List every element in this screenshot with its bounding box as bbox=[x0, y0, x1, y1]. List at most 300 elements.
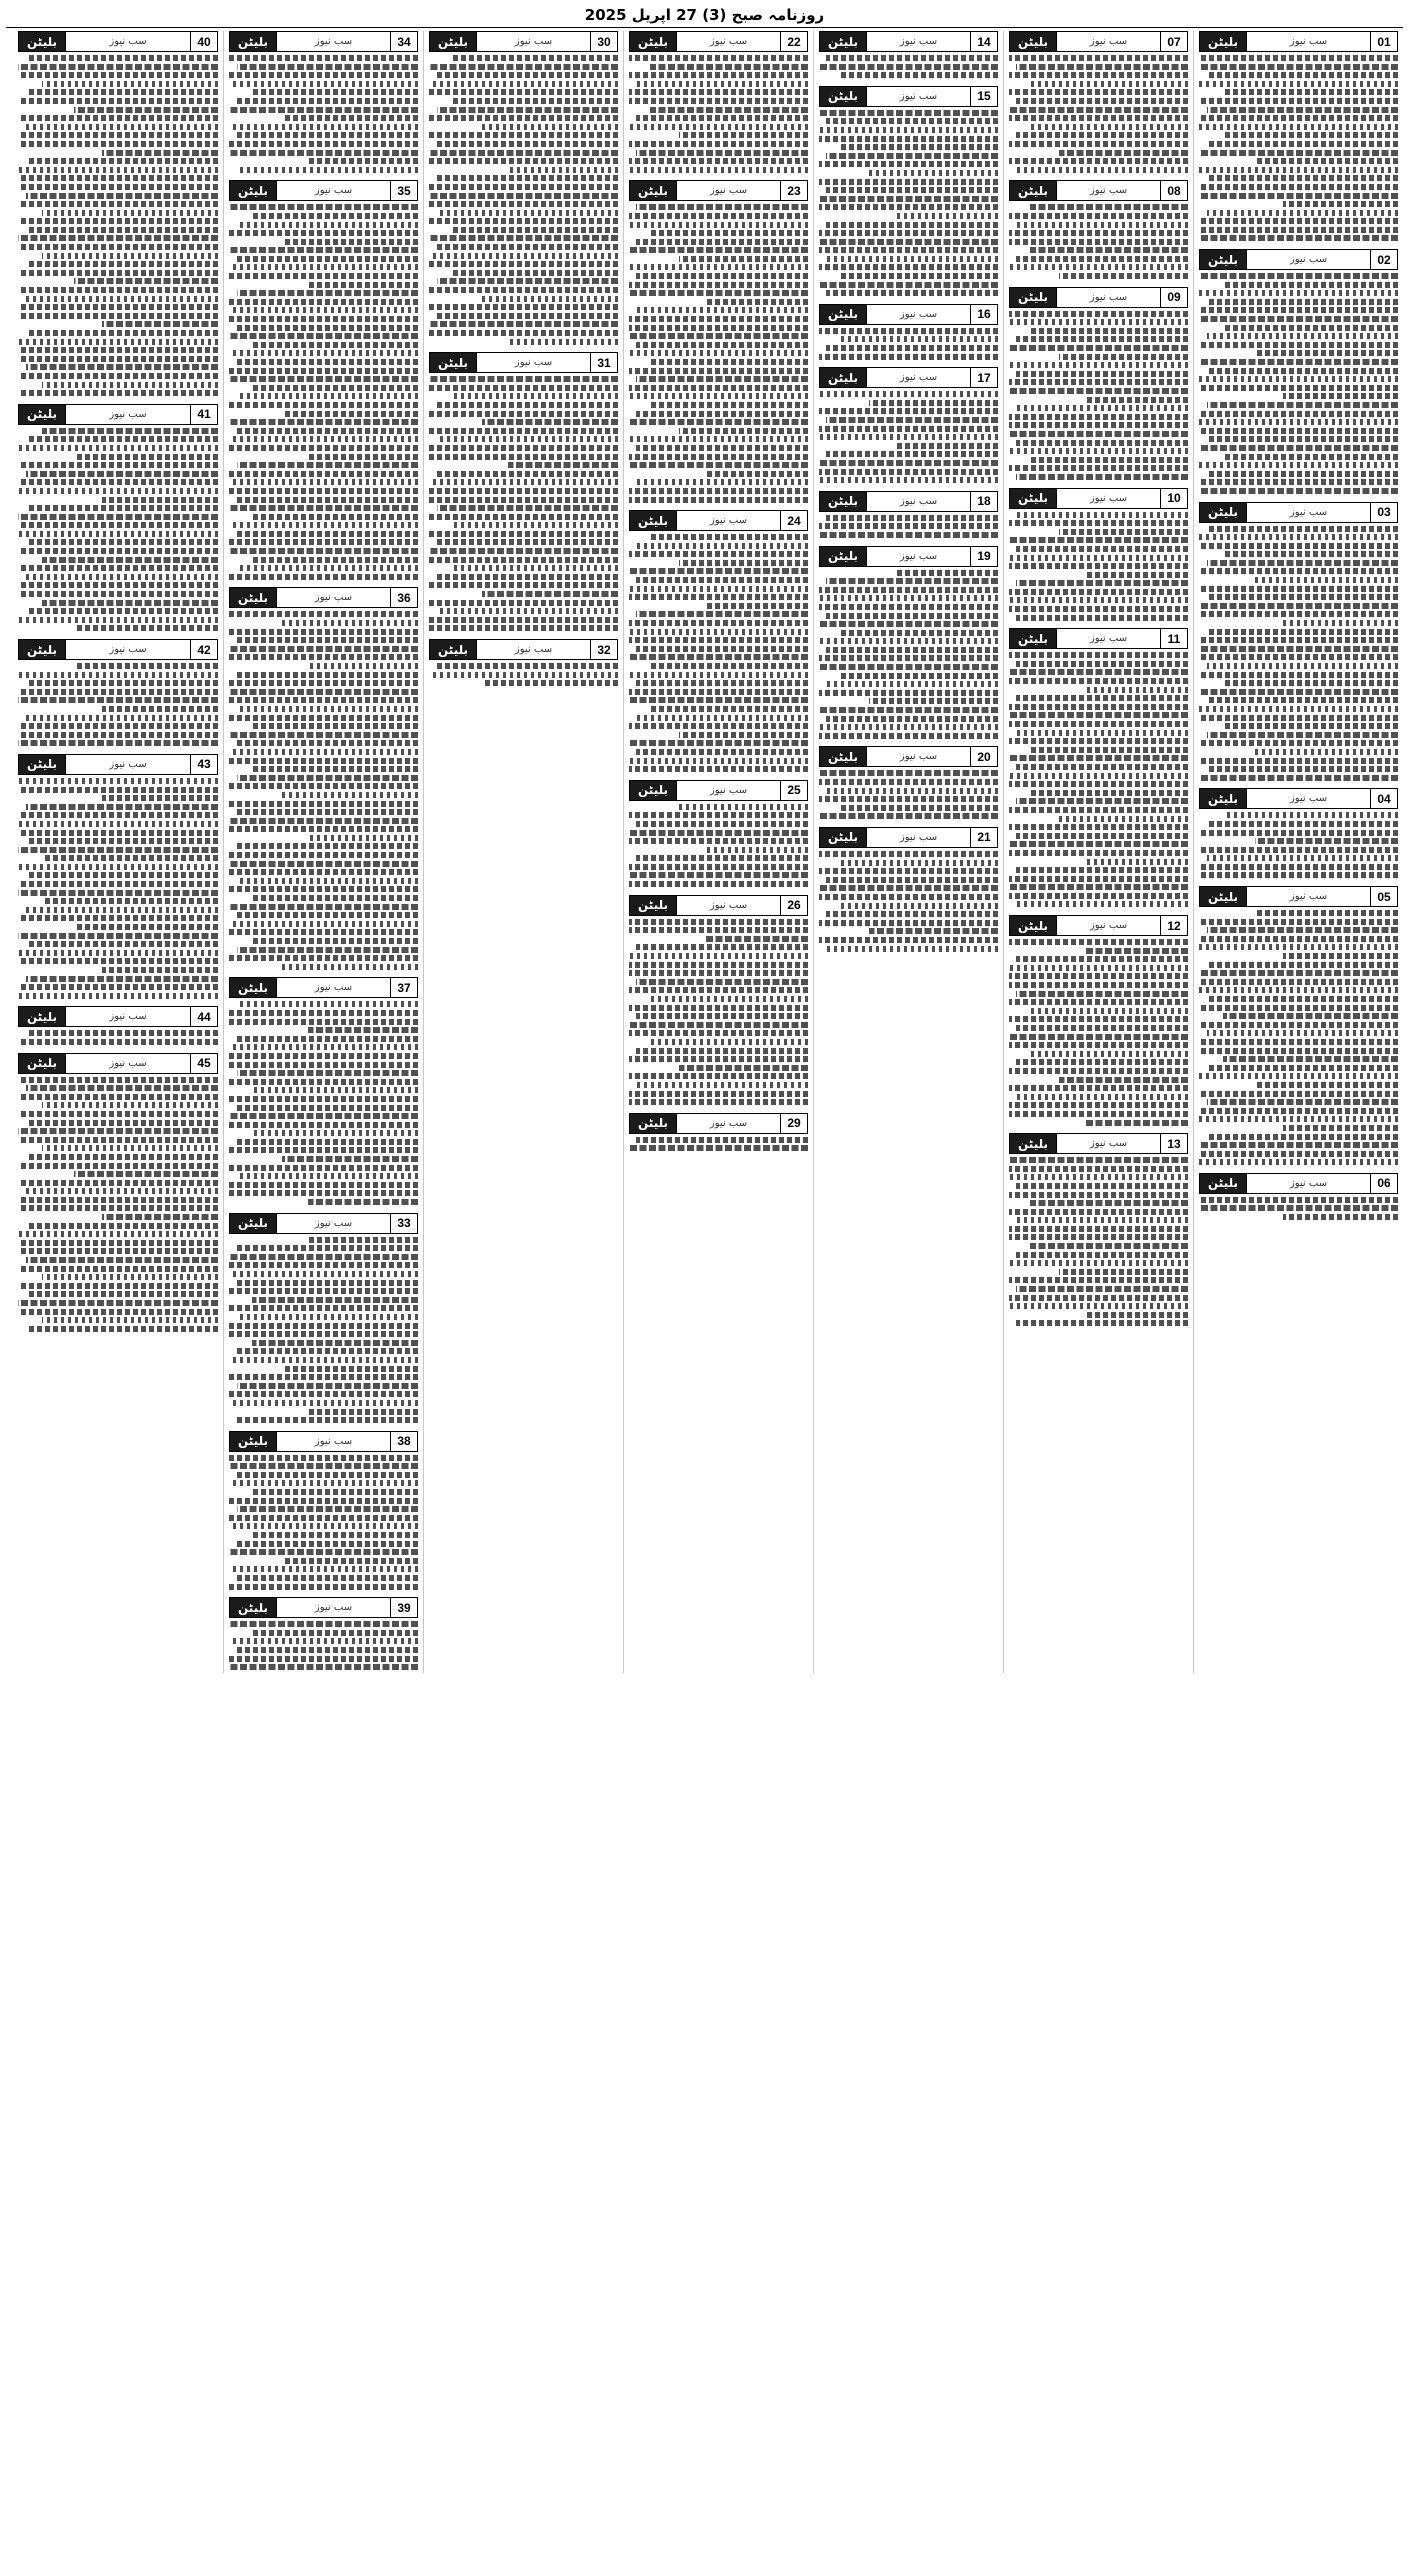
article-kicker: سب نیوز bbox=[314, 592, 353, 604]
article-header-09[interactable] bbox=[1009, 287, 1188, 308]
text-line bbox=[437, 471, 618, 477]
text-line bbox=[229, 749, 418, 755]
article-body bbox=[819, 570, 998, 739]
text-line bbox=[819, 282, 998, 288]
text-line bbox=[237, 1541, 418, 1547]
text-line bbox=[26, 715, 218, 721]
text-line bbox=[429, 479, 618, 485]
text-line bbox=[482, 419, 618, 425]
text-line bbox=[308, 1409, 418, 1415]
article-body bbox=[819, 55, 998, 78]
bulletin-logo-icon: بلیٹن bbox=[230, 978, 277, 997]
text-line bbox=[826, 946, 998, 952]
article-04[interactable] bbox=[1199, 788, 1398, 881]
text-line bbox=[629, 497, 808, 503]
article-header-34[interactable] bbox=[229, 31, 418, 52]
article-43[interactable] bbox=[18, 754, 218, 1001]
text-line bbox=[1207, 526, 1398, 532]
text-line bbox=[26, 1291, 218, 1297]
article-number: 05 bbox=[1370, 887, 1397, 906]
text-line bbox=[636, 646, 808, 652]
text-line bbox=[18, 235, 218, 241]
text-line bbox=[18, 1180, 218, 1186]
article-kicker: سب نیوز bbox=[899, 372, 938, 384]
text-line bbox=[429, 582, 618, 588]
text-line bbox=[18, 821, 218, 827]
text-line bbox=[229, 1374, 418, 1380]
article-header-13[interactable] bbox=[1009, 1133, 1188, 1154]
text-line bbox=[1199, 740, 1398, 746]
text-line bbox=[629, 723, 808, 729]
article-11[interactable] bbox=[1009, 628, 1188, 910]
masthead-title: روزنامہ صبح (3) 27 اپریل 2025 bbox=[584, 6, 825, 24]
article-03[interactable] bbox=[1199, 502, 1398, 784]
article-header-19[interactable] bbox=[819, 546, 998, 567]
article-33[interactable] bbox=[229, 1213, 418, 1426]
text-line bbox=[229, 1062, 418, 1068]
article-06[interactable] bbox=[1199, 1173, 1398, 1223]
text-line bbox=[819, 523, 998, 529]
text-line bbox=[229, 1455, 418, 1461]
text-line bbox=[704, 471, 808, 477]
bulletin-logo-icon: بلیٹن bbox=[820, 32, 867, 51]
article-05[interactable] bbox=[1199, 886, 1398, 1168]
text-line bbox=[102, 1214, 218, 1220]
text-line bbox=[1199, 55, 1398, 61]
text-line bbox=[429, 617, 618, 623]
article-header-30[interactable] bbox=[429, 31, 618, 52]
text-line bbox=[18, 201, 218, 207]
text-line bbox=[18, 390, 218, 396]
article-16[interactable] bbox=[819, 304, 998, 362]
text-line bbox=[1009, 1303, 1188, 1309]
text-line bbox=[1009, 213, 1188, 219]
text-line bbox=[237, 393, 418, 399]
bulletin-logo-icon: بلیٹن bbox=[820, 87, 867, 106]
text-line bbox=[629, 1005, 808, 1011]
text-line bbox=[1199, 342, 1398, 348]
article-header-05[interactable] bbox=[1199, 886, 1398, 907]
bulletin-logo-icon: بلیٹن bbox=[19, 1054, 66, 1073]
text-line bbox=[1009, 1166, 1188, 1172]
text-line bbox=[1199, 124, 1398, 130]
text-line bbox=[18, 373, 218, 379]
text-line bbox=[18, 1039, 218, 1045]
article-header-21[interactable] bbox=[819, 827, 998, 848]
text-line bbox=[1199, 445, 1398, 451]
article-header-44[interactable] bbox=[18, 1006, 218, 1027]
article-25[interactable] bbox=[629, 780, 808, 890]
text-line bbox=[229, 861, 418, 867]
text-line bbox=[1009, 1295, 1188, 1301]
text-line bbox=[1009, 362, 1188, 368]
article-12[interactable] bbox=[1009, 915, 1188, 1128]
text-line bbox=[1009, 721, 1188, 727]
article-36[interactable] bbox=[229, 587, 418, 972]
text-line bbox=[237, 1647, 418, 1653]
article-header-01[interactable] bbox=[1199, 31, 1398, 52]
text-line bbox=[704, 603, 808, 609]
article-30[interactable] bbox=[429, 31, 618, 347]
text-line bbox=[18, 347, 218, 353]
text-line bbox=[1207, 175, 1398, 181]
article-18[interactable] bbox=[819, 491, 998, 541]
article-header-16[interactable] bbox=[819, 304, 998, 325]
article-header-20[interactable] bbox=[819, 746, 998, 767]
text-line bbox=[819, 655, 998, 661]
article-body bbox=[629, 1137, 808, 1152]
article-31[interactable] bbox=[429, 352, 618, 634]
text-line bbox=[826, 681, 998, 687]
article-header-37[interactable] bbox=[229, 977, 418, 998]
text-line bbox=[826, 187, 998, 193]
text-line bbox=[1199, 1048, 1398, 1054]
text-line bbox=[229, 1288, 418, 1294]
text-line bbox=[437, 313, 618, 319]
text-line bbox=[18, 890, 218, 896]
article-15[interactable] bbox=[819, 86, 998, 299]
text-line bbox=[429, 376, 618, 382]
article-header-23[interactable] bbox=[629, 180, 808, 201]
article-29[interactable] bbox=[629, 1113, 808, 1154]
article-header-06[interactable] bbox=[1199, 1173, 1398, 1194]
text-line bbox=[819, 868, 998, 874]
article-kicker: سب نیوز bbox=[1289, 891, 1328, 903]
text-line bbox=[237, 809, 418, 815]
text-line bbox=[1207, 210, 1398, 216]
text-line bbox=[18, 732, 218, 738]
text-line bbox=[429, 89, 618, 95]
text-line bbox=[1199, 1142, 1398, 1148]
article-14[interactable] bbox=[819, 31, 998, 81]
article-34[interactable] bbox=[229, 31, 418, 175]
article-body bbox=[229, 1237, 418, 1423]
article-24[interactable] bbox=[629, 510, 808, 775]
text-line bbox=[629, 568, 808, 574]
article-kicker: سب نیوز bbox=[1089, 185, 1128, 197]
text-line bbox=[1016, 371, 1188, 377]
text-line bbox=[819, 779, 998, 785]
text-line bbox=[1199, 872, 1398, 878]
article-37[interactable] bbox=[229, 977, 418, 1207]
article-21[interactable] bbox=[819, 827, 998, 954]
text-line bbox=[229, 81, 418, 87]
text-line bbox=[1059, 354, 1188, 360]
article-header-22[interactable] bbox=[629, 31, 808, 52]
text-line bbox=[1009, 939, 1188, 945]
text-line bbox=[18, 1137, 218, 1143]
article-20[interactable] bbox=[819, 746, 998, 822]
text-line bbox=[229, 1523, 418, 1529]
text-line bbox=[229, 1165, 418, 1171]
text-line bbox=[229, 124, 418, 130]
text-line bbox=[237, 325, 418, 331]
text-line bbox=[229, 929, 418, 935]
text-line bbox=[229, 1463, 418, 1469]
article-header-35[interactable] bbox=[229, 180, 418, 201]
text-line bbox=[229, 107, 418, 113]
article-header-32[interactable] bbox=[429, 639, 618, 660]
article-kicker: سب نیوز bbox=[709, 36, 748, 47]
article-number: 08 bbox=[1160, 181, 1187, 200]
article-kicker: سب نیوز bbox=[1289, 793, 1328, 805]
text-line bbox=[252, 342, 418, 348]
text-line bbox=[42, 253, 218, 259]
article-header-02[interactable] bbox=[1199, 249, 1398, 270]
article-header-38[interactable] bbox=[229, 1431, 418, 1452]
text-line bbox=[1199, 611, 1398, 617]
text-line bbox=[636, 81, 808, 87]
text-line bbox=[1009, 55, 1188, 61]
text-line bbox=[629, 222, 808, 228]
text-line bbox=[308, 454, 418, 460]
article-header-36[interactable] bbox=[229, 587, 418, 608]
text-line bbox=[42, 855, 218, 861]
bulletin-logo-icon: بلیٹن bbox=[630, 32, 677, 51]
text-line bbox=[1255, 838, 1398, 844]
text-line bbox=[229, 732, 418, 738]
text-line bbox=[429, 514, 618, 520]
article-body bbox=[1199, 273, 1398, 494]
article-header-15[interactable] bbox=[819, 86, 998, 107]
text-line bbox=[1207, 594, 1398, 600]
text-line bbox=[1009, 738, 1188, 744]
article-kicker: سب نیوز bbox=[514, 357, 553, 369]
article-26[interactable] bbox=[629, 895, 808, 1108]
article-header-03[interactable] bbox=[1199, 502, 1398, 523]
text-line bbox=[18, 339, 218, 345]
text-line bbox=[508, 167, 618, 173]
text-line bbox=[819, 230, 998, 236]
text-line bbox=[229, 539, 418, 545]
text-line bbox=[1207, 72, 1398, 78]
article-45[interactable] bbox=[18, 1053, 218, 1335]
text-line bbox=[819, 707, 998, 713]
text-line bbox=[26, 436, 218, 442]
article-32[interactable] bbox=[429, 639, 618, 689]
text-line bbox=[629, 766, 808, 772]
text-line bbox=[229, 445, 418, 451]
article-header-17[interactable] bbox=[819, 367, 998, 388]
text-line bbox=[229, 1549, 418, 1555]
bulletin-logo-icon: بلیٹن bbox=[1010, 32, 1057, 51]
text-line bbox=[102, 150, 218, 156]
bulletin-logo-icon: بلیٹن bbox=[430, 32, 477, 51]
text-line bbox=[429, 261, 618, 267]
text-line bbox=[1016, 764, 1188, 770]
text-line bbox=[229, 1656, 418, 1662]
text-line bbox=[869, 170, 998, 176]
text-line bbox=[229, 1621, 418, 1627]
article-header-24[interactable] bbox=[629, 510, 808, 531]
article-09[interactable] bbox=[1009, 287, 1188, 483]
article-kicker: سب نیوز bbox=[1089, 920, 1128, 932]
text-line bbox=[819, 621, 998, 627]
text-line bbox=[629, 830, 808, 836]
article-body bbox=[229, 55, 418, 173]
article-39[interactable] bbox=[229, 1597, 418, 1673]
article-header-39[interactable] bbox=[229, 1597, 418, 1618]
text-line bbox=[1009, 89, 1188, 95]
article-header-40[interactable] bbox=[18, 31, 218, 52]
text-line bbox=[1199, 64, 1398, 70]
article-body bbox=[1009, 652, 1188, 907]
article-44[interactable] bbox=[18, 1006, 218, 1047]
text-line bbox=[1009, 678, 1188, 684]
text-line bbox=[1009, 319, 1188, 325]
bulletin-logo-icon: بلیٹن bbox=[230, 181, 277, 200]
bulletin-logo-icon: بلیٹن bbox=[230, 1214, 277, 1233]
article-header-31[interactable] bbox=[429, 352, 618, 373]
text-line bbox=[429, 672, 618, 678]
text-line bbox=[42, 600, 218, 606]
text-line bbox=[237, 290, 418, 296]
text-line bbox=[629, 1056, 808, 1062]
text-line bbox=[18, 1077, 218, 1083]
text-line bbox=[1009, 973, 1188, 979]
text-line bbox=[819, 770, 998, 776]
bulletin-logo-icon: بلیٹن bbox=[820, 492, 867, 511]
text-line bbox=[1199, 715, 1398, 721]
text-line bbox=[636, 115, 808, 121]
text-line bbox=[18, 830, 218, 836]
article-kicker: سب نیوز bbox=[899, 751, 938, 763]
text-line bbox=[26, 330, 218, 336]
article-01[interactable] bbox=[1199, 31, 1398, 244]
article-19[interactable] bbox=[819, 546, 998, 742]
text-line bbox=[229, 574, 418, 580]
text-line bbox=[437, 539, 618, 545]
article-header-43[interactable] bbox=[18, 754, 218, 775]
text-line bbox=[429, 454, 618, 460]
article-body bbox=[18, 1077, 218, 1332]
article-header-04[interactable] bbox=[1199, 788, 1398, 809]
text-line bbox=[1223, 680, 1398, 686]
text-line bbox=[840, 630, 998, 636]
article-number: 34 bbox=[390, 32, 417, 51]
text-line bbox=[237, 1575, 418, 1581]
article-kicker: سب نیوز bbox=[314, 1602, 353, 1614]
text-line bbox=[18, 993, 218, 999]
article-10[interactable] bbox=[1009, 488, 1188, 624]
text-line bbox=[1199, 98, 1398, 104]
bulletin-logo-icon: بلیٹن bbox=[19, 755, 66, 774]
article-header-12[interactable] bbox=[1009, 915, 1188, 936]
text-line bbox=[237, 740, 418, 746]
text-line bbox=[229, 1357, 418, 1363]
text-line bbox=[229, 55, 418, 61]
article-header-29[interactable] bbox=[629, 1113, 808, 1134]
text-line bbox=[26, 608, 218, 614]
text-line bbox=[42, 898, 218, 904]
text-line bbox=[1030, 1200, 1188, 1206]
article-07[interactable] bbox=[1009, 31, 1188, 175]
article-22[interactable] bbox=[629, 31, 808, 175]
text-line bbox=[1199, 543, 1398, 549]
article-23[interactable] bbox=[629, 180, 808, 505]
text-line bbox=[826, 256, 998, 262]
text-line bbox=[237, 462, 418, 468]
text-line bbox=[18, 864, 218, 870]
bulletin-logo-icon: بلیٹن bbox=[1010, 629, 1057, 648]
text-line bbox=[237, 672, 418, 678]
article-kicker: سب نیوز bbox=[1089, 633, 1128, 645]
text-line bbox=[1016, 440, 1188, 446]
article-header-33[interactable] bbox=[229, 1213, 418, 1234]
article-38[interactable] bbox=[229, 1431, 418, 1593]
article-number: 19 bbox=[970, 547, 997, 566]
article-42[interactable] bbox=[18, 639, 218, 749]
text-line bbox=[1059, 150, 1188, 156]
text-line bbox=[42, 210, 218, 216]
text-line bbox=[229, 230, 418, 236]
text-line bbox=[819, 532, 998, 538]
text-line bbox=[636, 445, 808, 451]
text-line bbox=[1009, 1042, 1188, 1048]
text-line bbox=[1199, 184, 1398, 190]
article-body bbox=[229, 204, 418, 580]
article-header-10[interactable] bbox=[1009, 488, 1188, 509]
article-header-41[interactable] bbox=[18, 404, 218, 425]
text-line bbox=[18, 548, 218, 554]
article-13[interactable] bbox=[1009, 1133, 1188, 1329]
text-line bbox=[437, 210, 618, 216]
text-line bbox=[1009, 264, 1188, 270]
article-35[interactable] bbox=[229, 180, 418, 582]
text-line bbox=[819, 264, 998, 270]
article-header-14[interactable] bbox=[819, 31, 998, 52]
article-header-45[interactable] bbox=[18, 1053, 218, 1074]
text-line bbox=[1199, 672, 1398, 678]
text-line bbox=[629, 264, 808, 270]
article-header-07[interactable] bbox=[1009, 31, 1188, 52]
text-line bbox=[894, 570, 998, 576]
article-number: 23 bbox=[780, 181, 807, 200]
article-header-26[interactable] bbox=[629, 895, 808, 916]
article-kicker: سب نیوز bbox=[109, 644, 147, 655]
bulletin-logo-icon: بلیٹن bbox=[820, 547, 867, 566]
article-40[interactable] bbox=[18, 31, 218, 399]
article-header-11[interactable] bbox=[1009, 628, 1188, 649]
text-line bbox=[629, 1091, 808, 1097]
text-line bbox=[629, 462, 808, 468]
text-line bbox=[1009, 230, 1188, 236]
article-header-42[interactable] bbox=[18, 639, 218, 660]
article-body bbox=[1009, 204, 1188, 279]
text-line bbox=[1009, 1034, 1188, 1040]
text-line bbox=[229, 264, 418, 270]
article-header-08[interactable] bbox=[1009, 180, 1188, 201]
article-header-25[interactable] bbox=[629, 780, 808, 801]
article-08[interactable] bbox=[1009, 180, 1188, 281]
text-line bbox=[237, 706, 418, 712]
text-line bbox=[229, 715, 418, 721]
text-line bbox=[1009, 589, 1188, 595]
article-kicker: سب نیوز bbox=[709, 1117, 748, 1129]
article-number: 36 bbox=[390, 588, 417, 607]
text-line bbox=[819, 638, 998, 644]
text-line bbox=[1199, 488, 1398, 494]
article-41[interactable] bbox=[18, 404, 218, 634]
article-17[interactable] bbox=[819, 367, 998, 486]
text-line bbox=[252, 1532, 418, 1538]
text-line bbox=[819, 161, 998, 167]
article-header-18[interactable] bbox=[819, 491, 998, 512]
text-line bbox=[1009, 388, 1188, 394]
article-body bbox=[229, 611, 418, 969]
text-line bbox=[826, 911, 998, 917]
article-02[interactable] bbox=[1199, 249, 1398, 496]
